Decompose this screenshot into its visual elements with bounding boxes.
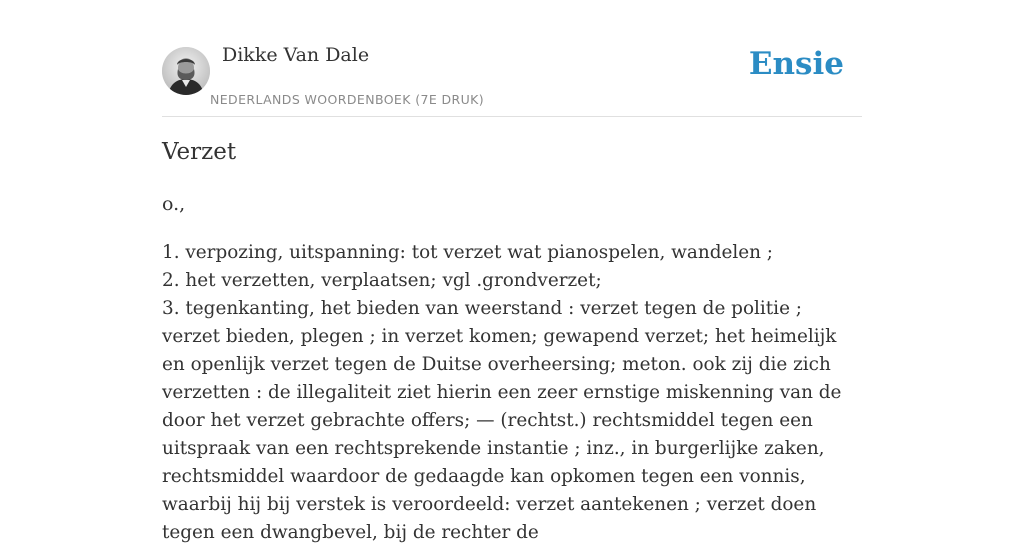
page-container	[162, 0, 862, 543]
source-header	[162, 0, 862, 117]
brand-logo[interactable]: Ensie	[748, 46, 844, 82]
definition-list	[162, 239, 862, 547]
source-name[interactable]: Dikke Van Dale	[222, 44, 370, 66]
entry-title: Verzet	[162, 139, 237, 165]
source-avatar[interactable]	[162, 47, 210, 95]
definition-item: 3. tegenkanting, het bieden van weerstand : verzet tegen de politie ; verzet bieden, plegen ; in verzet komen; gewapend verzet; het heimelijk en openlijk verzet tegen de Duitse overheersing; meton. ook zij die zich verzetten : de illegaliteit ziet hierin een zeer ernstige miskenning van de door het verzet gebrachte offers; — (rechtst.) rechtsmiddel tegen een uitspraak van een rechtsprekende instantie ; inz., in burgerlijke zaken, rechtsmiddel waardoor de gedaagde kan opkomen tegen een vonnis, waarbij hij bij verstek is veroordeeld: verzet aantekenen ; verzet doen tegen een dwangbevel, bij de rechter de	[162, 298, 842, 543]
definition-item: 2. het verzetten, verplaatsen; vgl .grondverzet;	[162, 270, 602, 291]
definition-item: 1. verpozing, uitspanning: tot verzet wat pianospelen, wandelen ;	[162, 242, 774, 263]
part-of-speech: o.,	[162, 193, 186, 215]
source-subtitle: NEDERLANDS WOORDENBOEK (7E DRUK)	[210, 92, 485, 107]
portrait-icon	[162, 47, 210, 95]
